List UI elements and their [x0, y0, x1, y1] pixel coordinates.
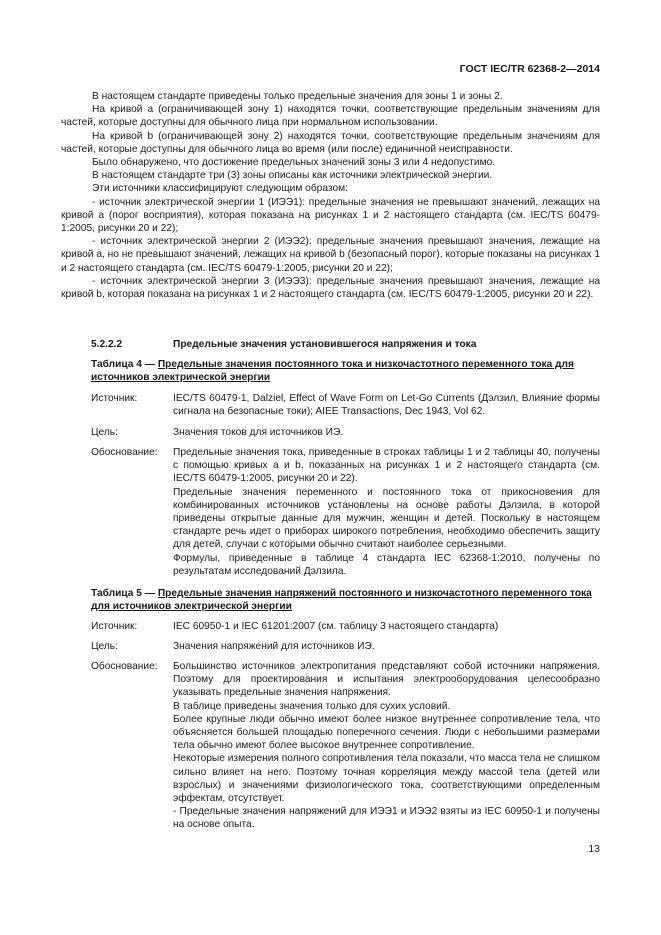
- list-item: - источник электрической энергии 2 (ИЭЭ2): предельные значения превышают значения, лежащие на кривой a, но не превышают значений, лежащих на кривой b (безопасный порог), которые показаны на рисунках 1 и 2 настоящего стандарта (см. IEC/TS 60479-1:2005, рисунки 20 и 22);: [61, 236, 600, 274]
- rationale-paragraph: Предельные значения переменного и постоянного тока от прикосновения для комбинированных источников установлены на основе работы Дэлзила, в которой приведены открытые данные для мужчин, женщин и детей. Поскольку в настоящем стандарте речь идет о приборах широкого потребления, необходимо обеспечить защиту для детей, случаи с которыми обычно считают наиболее серьезными.: [173, 486, 600, 551]
- rationale-paragraph: Некоторые измерения полного сопротивления тела показали, что масса тела не слишком сильно влияет на него. Поэтому точная корреляция между массой тела (детей или взрослых) и значениями физиологического тока, соответствующими определенным эффектам, отсутствует.: [173, 753, 600, 805]
- table5-caption-title: Предельные значения напряжений постоянного и низкочастотного переменного тока для источников электрической энергии: [91, 588, 592, 613]
- purpose-label: Цель:: [91, 641, 118, 652]
- section-heading: [91, 338, 476, 351]
- table4-purpose-row: [91, 426, 600, 439]
- table4-caption-title: Предельные значения постоянного тока и низкочастотного переменного тока для источников электрической энергии: [91, 359, 574, 384]
- rationale-paragraph: В таблице приведены значения только для сухих условий.: [173, 700, 451, 712]
- intro-paragraph: В настоящем стандарте приведены только предельные значения для зоны 1 и зоны 2.: [92, 91, 503, 102]
- source-label: Источник:: [91, 393, 138, 404]
- intro-paragraph: В настоящем стандарте три (3) зоны описаны как источники электрической энергии.: [92, 170, 493, 182]
- intro-text: [61, 90, 600, 301]
- rationale-label: Обоснование:: [91, 661, 158, 672]
- source-text: IEC/TS 60479-1, Dalziel, Effect of Wave Form on Let-Go Currents (Дэлзил, Влияние формы сигнала на безопасные токи); AIEE Transactions, Dec 1943, Vol 62.: [173, 393, 600, 418]
- standard-header: ГОСТ IEC/TR 62368-2—2014: [459, 63, 600, 75]
- purpose-text: Значения токов для источников ИЭ.: [173, 427, 344, 438]
- rationale-paragraph: Предельные значения тока, приведенные в строках таблицы 1 и 2 таблицы 40, получены с помощью кривых a и b, показанных на рисунках 1 и 2 настоящего стандарта (см. IEC/TS 60479-1:2005, рисунки 20 и 22).: [173, 447, 600, 485]
- purpose-text: Значения напряжений для источников ИЭ.: [173, 641, 375, 652]
- list-item: - источник электрической энергии 3 (ИЭЭ3): предельные значения превышают значения, лежащие на кривой b, которая показана на рисунках 1 и 2 настоящего стандарта (см. IEC/TS 60479-1:2005, рисунки 20 и 22).: [61, 275, 600, 301]
- rationale-text: [173, 446, 600, 578]
- table4-caption-prefix: Таблица 4 —: [91, 359, 158, 370]
- rationale-label: Обоснование:: [91, 447, 158, 458]
- purpose-label: Цель:: [91, 427, 118, 438]
- intro-paragraph: На кривой a (ограничивающей зону 1) находятся точки, соответствующие предельным значениям для частей, которые доступны для обычного лица при нормальном использовании.: [61, 104, 600, 129]
- list-item: - источник электрической энергии 1 (ИЭЭ1): предельные значения не превышают значений, лежащих на кривой a (порог восприятия), которая показана на рисунках 1 и 2 настоящего стандарта (см. IEC/TS 60479-1:2005, рисунки 20 и 22);: [61, 196, 600, 235]
- source-text: IEC 60950-1 и IEC 61201:2007 (см. таблицу 3 настоящего стандарта): [173, 621, 499, 632]
- rationale-text: [173, 660, 600, 832]
- intro-paragraph: Было обнаружено, что достижение предельных значений зоны 3 или 4 недопустимо.: [92, 157, 496, 169]
- section-title: Предельные значения установившегося напряжения и тока: [173, 339, 477, 350]
- rationale-paragraph: - Предельные значения напряжений для ИЭЭ1 и ИЭЭ2 взяты из IEC 60950-1 и получены на основе опыта.: [173, 806, 600, 831]
- table4-caption: [91, 358, 600, 384]
- table5-caption: [91, 587, 600, 613]
- table4-source-row: [91, 392, 600, 418]
- rationale-paragraph: Большинство источников электропитания представляют собой источники напряжения. Поэтому для проектирования и испытания электрооборудования целесообразно указывать предельные значения напряжения.: [173, 661, 600, 699]
- source-label: Источник:: [91, 621, 138, 632]
- table5-caption-prefix: Таблица 5 —: [91, 588, 158, 599]
- intro-paragraph: Эти источники классифицируют следующим образом:: [92, 183, 348, 195]
- section-number: 5.2.2.2: [91, 339, 123, 350]
- table4-rationale-row: [91, 446, 600, 578]
- rationale-paragraph: Формулы, приведенные в таблице 4 стандарта IEC 62368-1:2010, получены по результатам исследований Дэлзила.: [173, 552, 600, 577]
- rationale-paragraph: Более крупные люди обычно имеют более низкое внутреннее сопротивление тела, что объясняется большей площадью поперечного сечения. Люди с небольшими размерами тела обычно имеют более высокое внутреннее сопротивление.: [173, 713, 600, 752]
- table5-purpose-row: [91, 640, 600, 653]
- intro-paragraph: На кривой b (ограничивающей зону 2) находятся точки, соответствующие предельным значениям для частей, которые доступны для обычного лица во время (или после) единичной неисправности.: [61, 130, 600, 155]
- page-number: 13: [588, 843, 600, 855]
- table5-rationale-row: [91, 660, 600, 832]
- table5-source-row: [91, 620, 600, 633]
